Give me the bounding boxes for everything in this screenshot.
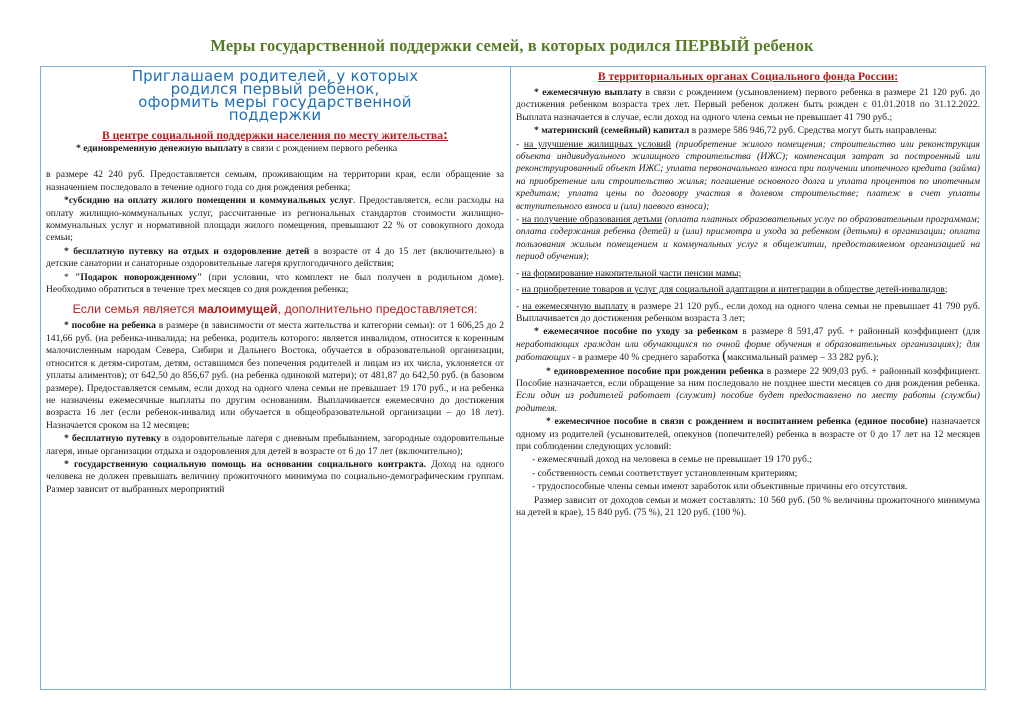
benefit-name: * единовременное пособие при рождении ребенка [546, 365, 764, 377]
benefit-name: *субсидию на оплату жилого помещения и коммунальных услуг [64, 195, 353, 207]
benefit-camp-voucher [46, 433, 504, 458]
social-fund-heading: В территориальных органах Социального фонда России: [597, 70, 899, 83]
benefit-housing-subsidy [46, 195, 504, 245]
benefit-lump-sum-details: в размере 42 240 руб. Предоставляется семьям, проживающим на территории края, если обращение за назначением последовало в течение одного года со дня рождения ребенка; [46, 169, 504, 193]
capital-use-housing: - на улучшение жилищных условий (приобретение жилого помещения; строительство или реконструкция объекта индивидуального жилищного строительства (ИЖС); компенсация затрат за построенный или реконструированный объект ИЖС; уплата первоначального взноса при получении ипотечного кредита (займа) на приобретение или строительство жилья; погашение основного долга и уплата процентов по ипотечным кредитам; уплата цены по договору участия в долевом строительстве; платеж в счет уплаты вступительного взноса и (или) паевого взноса); [516, 138, 981, 212]
sub-emphasis: малоимущей [198, 302, 278, 317]
benefit-child-allowance [46, 320, 504, 432]
benefit-text: в размере (в зависимости от места жительства и категории семьи): от 1 606,25 до 2 141,66 руб. (на ребенка-инвалида; на ребенка, родитель которого: является инвалидом, относится к коренным малочисленным народам Севера, Сибири и Дальнего Востока, обучается в образовательной организации, относится к детям-сиротам, детям, оставшимся без попечения родителей и лицам из их числа, уклоняется от уплаты алиментов); от 642,50 до 856,67 руб. (на ребенка одинокой матери); от 481,87 до 642,50 руб. (в базовом размере). Предоставляется семьям, если доход на одного члена семьи не превышает 19 170 руб., и на ребенка не назначены ежемесячные выплаты по другим основаниям. Выплачивается ежемесячно до достижения возраста 16 лет (если ребенок-инвалид или обучается в общеобразовательной организации – до 18 лет). Назначается сроком на 12 месяцев; [46, 320, 504, 431]
heading-text: В центре социальной поддержки населения по месту жительства [102, 129, 443, 142]
benefit-text-italic: Если один из родителей работает (служит) пособие будет предоставлено по месту работы (службы) родителя. [516, 390, 980, 414]
invite-line: Приглашаем родителей, у которых [131, 67, 419, 85]
benefit-birth-lump-sum [516, 366, 980, 416]
benefit-text: в размере 586 946,72 руб. Средства могут быть направлены: [689, 125, 938, 137]
benefit-text: в оздоровительные лагеря с дневным пребыванием, загородные оздоровительные лагеря, иные организации отдыха и оздоровления для детей в возрасте от 6 до 17 лет (включительно); [46, 433, 504, 457]
benefit-text: в связи с рождением (усыновлением) первого ребенка в размере 21 120 руб. до достижения ребенком возраста трех лет. Первый ребенок должен быть рожден с 01.01.2018 по 31.12.2022. Выплата назначается в случае, если доход на одного члена семьи не превышает 41 790 руб.; [516, 87, 980, 123]
benefit-name: * бесплатную путевку на отдых и оздоровление детей [64, 245, 310, 257]
benefit-text-italic: неработающих граждан или обучающихся по очной форме обучения в образовательных организациях); для работающих [516, 338, 980, 364]
benefit-name: * ежемесячную выплату [534, 87, 642, 98]
invite-line: поддержки [228, 106, 322, 124]
social-center-heading [46, 128, 504, 143]
benefit-name: * пособие на ребенка [64, 320, 156, 332]
benefit-social-contract [46, 459, 504, 496]
use-title: на формирование накопительной части пенсии мамы; [521, 267, 742, 279]
benefit-text: в размере 8 591,47 руб. + районный коэффициент (для [737, 326, 980, 338]
use-title: на ежемесячную выплату [522, 300, 629, 312]
paren: ( [722, 348, 728, 365]
right-column [516, 70, 980, 520]
bullet: * [64, 271, 76, 283]
benefit-text: максимальный размер – 33 282 руб.); [727, 352, 879, 364]
condition-item: - трудоспособные члены семьи имеют заработок или объективные причины его отсутствия. [532, 481, 908, 493]
benefit-maternity-capital [516, 125, 980, 137]
benefit-text: в размере 22 909,03 руб. + районный коэффициент. Пособие назначается, если обращение за ним последовало не позднее шести месяцев со дня рождения ребенка. [516, 365, 980, 389]
benefit-text: Доход на одного человека не должен превышать величину прожиточного минимума по социально-демографическим группам. Размер зависит от выбранных мероприятий [46, 458, 504, 495]
benefit-text: назначается одному из родителей (усыновителей, опекунов (попечителей) ребенка в возрасте от 0 до 17 лет на 12 месяцев при соблюдении следующих условий: [516, 416, 980, 452]
benefit-childcare-allowance [516, 326, 980, 364]
page-title: Меры государственной поддержки семей, в которых родился ПЕРВЫЙ ребенок [210, 36, 814, 55]
sub-text: , дополнительно предоставляется: [277, 302, 478, 317]
invite-banner [76, 67, 474, 124]
benefit-name: * материнский (семейный) капитал [534, 125, 690, 137]
capital-use-monthly-payment: - на ежемесячную выплату в размере 21 120 руб., если доход на одного члена семьи не превышает 41 790 руб. Выплачивается до достижения ребенком возраста 3 лет; [516, 300, 981, 324]
benefit-newborn-gift [46, 272, 504, 297]
benefit-name: "Подарок новорожденному" [75, 271, 203, 283]
use-details: (оплата платных образовательных услуг по образовательным программам; оплата содержания ребенка (детей) и (или) присмотра и ухода за ребенком (детьми) в организации; оплата пользования жилым помещением и коммунальных услуг в общежитии, предоставляемом организацией на период обучения) [516, 214, 981, 263]
column-divider [510, 66, 511, 690]
benefit-name: * ежемесячное пособие в связи с рождением и воспитанием ребенка (единое пособие) [546, 416, 928, 428]
invite-line: родился первый ребенок, [170, 80, 380, 98]
benefit-name: * государственную социальную помощь на основании социального контракта. [64, 458, 427, 470]
use-end: ; [586, 251, 589, 263]
allowance-amounts: Размер зависит от доходов семьи и может составлять: 10 560 руб. (50 % величины прожиточного минимума на детей в крае), 15 840 руб. (75 %), 21 120 руб. (100 %). [516, 494, 980, 518]
invite-line: оформить меры государственной [138, 93, 412, 111]
use-title: на приобретение товаров и услуг для социальной адаптации и интеграции в обществе детей-инвалидов [521, 284, 945, 296]
benefit-unified-allowance [516, 416, 980, 453]
capital-use-education: - на получение образования детьми (оплата платных образовательных услуг по образовательным программам; оплата содержания ребенка (детей) и (или) присмотра и ухода за ребенком (детьми) в организации; оплата пользования жилым помещением и коммунальных услуг в общежитии, предоставляемом организацией на период обучения); [516, 214, 981, 263]
benefit-text: - в размере 40 % среднего заработка [570, 352, 723, 364]
sub-text: Если семья является [72, 302, 198, 317]
benefit-sanatorium-voucher [46, 246, 504, 271]
use-title: на получение образования детьми [521, 214, 662, 226]
benefit-name: * бесплатную путевку [64, 433, 162, 445]
capital-use-pension: - на формирование накопительной части пенсии мамы; [516, 267, 742, 279]
use-details: в размере 21 120 руб., если доход на одного члена семьи не превышает 41 790 руб. Выплачивается до достижения ребенком возраста 3 лет; [516, 300, 981, 324]
use-end: ; [944, 284, 948, 296]
low-income-heading [46, 301, 504, 317]
benefit-lump-sum [46, 143, 504, 155]
condition-item: - собственность семьи соответствует установленным критериям; [532, 467, 798, 479]
benefit-name: * ежемесячное пособие по уходу за ребенком [534, 326, 738, 338]
heading-colon: : [443, 127, 448, 143]
use-title: на улучшение жилищных условий [523, 138, 671, 150]
condition-item: - ежемесячный доход на человека в семье не превышает 19 170 руб.; [532, 454, 813, 466]
benefit-text: . Предоставляется, если расходы на оплату жилищно-коммунальных услуг, рассчитанные из региональных стандартов стоимости жилищно-коммунальных услуг и нормативной площади жилого помещения, превышают 22 % от совокупного дохода семьи; [46, 195, 504, 244]
benefit-monthly-payment [516, 87, 980, 124]
benefit-text: в возрасте от 4 до 15 лет (включительно) в детские санатории и санаторные оздоровительные лагеря круглогодичного действия; [46, 245, 504, 270]
benefit-text: в связи с рождением первого ребенка [242, 143, 398, 154]
left-column [46, 67, 504, 497]
capital-use-disabled-children: - на приобретение товаров и услуг для социальной адаптации и интеграции в обществе детей-инвалидов; [516, 284, 948, 296]
use-details: (приобретение жилого помещения; строительство или реконструкция объекта индивидуального жилищного строительства (ИЖС); компенсация затрат за построенный или реконструированный объект ИЖС; уплата первоначального взноса при получении ипотечного кредита (займа) на приобретение или строительство жилья; погашение основного долга и уплата процентов по ипотечным кредитам; уплата цены по договору участия в долевом строительстве; платеж в счет уплаты вступительного взноса и (или) паевого взноса); [516, 138, 981, 212]
benefit-text: (при условии, что комплект не был получен в родильном доме). Необходимо обратиться в течение трех месяцев со дня рождения ребенка; [46, 271, 504, 296]
benefit-name: * единовременную денежную выплату [76, 143, 243, 154]
